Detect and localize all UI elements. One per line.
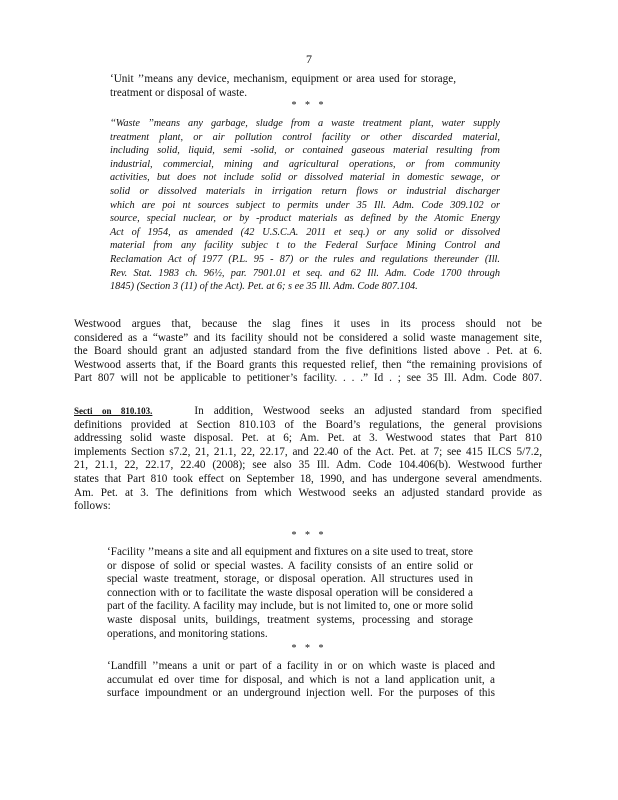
text-line: Westwood argues that, because the slag fines it uses in its process should not be [74, 318, 542, 330]
text-line: industrial, commercial, mining and agricultural operations, or from community [110, 158, 500, 170]
text-line: ‘Facility ’’means a site and all equipment and fixtures on a site used to treat, store [107, 546, 473, 558]
text-line: treatment plant, or air pollution control facility or other discarded material, [110, 131, 500, 143]
landfill-definition [107, 660, 495, 701]
section-heading: Secti on 810.103. [74, 406, 153, 416]
section-break-2: * * * [291, 530, 327, 541]
text-line: treatment or disposal of waste. [110, 86, 248, 99]
text-line: states that Part 810 took effect on September 18, 1990, and has undergone several amendments. [74, 472, 542, 485]
text-line: including solid, liquid, semi -solid, or contained gaseous material resulting from [110, 145, 500, 157]
section-break-1: * * * [291, 100, 327, 111]
paragraph-westwood-argues [74, 318, 542, 386]
facility-definition [107, 546, 473, 641]
text-line: source, special nuclear, or by -product materials as defined by the Atomic Energy [110, 213, 500, 225]
text-line: solid or dissolved materials in irrigation return flows or industrial discharger [110, 185, 500, 197]
text-line: part of the facility. A facility may include, but is not limited to, one or more solid [107, 600, 473, 613]
text-line: Reclamation Act of 1977 (P.L. 95 - 87) or the rules and regulations thereunder (Ill. [110, 253, 500, 265]
text-line: Rev. Stat. 1983 ch. 96½, par. 7901.01 et seq. and 62 Ill. Adm. Code 1700 through [110, 267, 500, 279]
text-line: Act of 1954, as amended (42 U.S.C.A. 2011 et seq.) or any solid or dissolved [110, 226, 500, 238]
paragraph-first-line [74, 405, 542, 419]
text-line: connection with or to facilitate the waste disposal operation will be considered a [107, 586, 473, 599]
paragraph-section-810-body [74, 419, 542, 514]
text-line: Westwood asserts that, if the Board grants this requested relief, then “the remaining provisions of [74, 358, 542, 371]
text-line: surface impoundment or an underground injection well. For the purposes of this [107, 687, 495, 700]
text-line: activities, but does not include solid or dissolved material in domestic sewage, or [110, 172, 500, 184]
text-line: ‘Landfill ’’means a unit or part of a facility in or on which waste is placed and [107, 660, 495, 672]
text-line: 21, 21.1, 22, 22.17, 22.40 (2008); see also 35 Ill. Adm. Code 104.406(b). Westwood further [74, 459, 542, 472]
text-line: implements Section s7.2, 21, 21.1, 22, 22.17, and 22.40 of the Act. Pet. at 7; see 415 ILCS 5/7.2, [74, 445, 542, 458]
waste-definition [110, 117, 500, 294]
page-number: 7 [306, 52, 312, 66]
paragraph-section-810 [74, 405, 542, 514]
text-line: Am. Pet. at 3. The definitions from which Westwood seeks an adjusted standard provide as [74, 486, 542, 499]
text-line: definitions provided at Section 810.103 of the Board’s regulations, the general provisions [74, 418, 542, 431]
text-line: operations, and monitoring stations. [107, 627, 268, 640]
text-line: waste disposal units, buildings, treatment systems, processing and storage [107, 613, 473, 626]
text-line: Part 807 will not be applicable to petitioner’s facility. . . .” Id . ; see 35 Ill. Adm. Code 807. [74, 372, 542, 385]
text-line: accumulat ed over time for disposal, and which is not a land application unit, a [107, 673, 495, 686]
text-line: addressing solid waste disposal. Pet. at 6; Am. Pet. at 3. Westwood states that Part 810 [74, 432, 542, 445]
text-line: 1845) (Section 3 (11) of the Act). Pet. at 6; s ee 35 Ill. Adm. Code 807.104. [110, 281, 418, 293]
text-line: ‘Unit ’’means any device, mechanism, equipment or area used for storage, [110, 73, 456, 85]
paragraph-first-text: In addition, Westwood seeks an adjusted standard from specified [194, 405, 543, 417]
text-line: ‘‘Waste ’’means any garbage, sludge from a waste treatment plant, water supply [110, 118, 500, 129]
text-line: special waste treatment, storage, or disposal operation. All structures used in [107, 573, 473, 586]
unit-definition [110, 73, 456, 100]
text-line: follows: [74, 500, 111, 513]
section-break-3: * * * [291, 643, 327, 654]
text-line: the Board should grant an adjusted standard from the five definitions listed above . Pet. at 6. [74, 345, 542, 358]
text-line: which are poi nt sources subject to permits under 35 Ill. Adm. Code 309.102 or [110, 199, 500, 211]
text-line: or dispose of solid or special wastes. A facility consists of an entire solid or [107, 559, 473, 572]
text-line: material from any facility subjec t to the Federal Surface Mining Control and [110, 240, 500, 252]
text-line: considered as a “waste” and its facility should not be considered a solid waste management site, [74, 331, 542, 344]
